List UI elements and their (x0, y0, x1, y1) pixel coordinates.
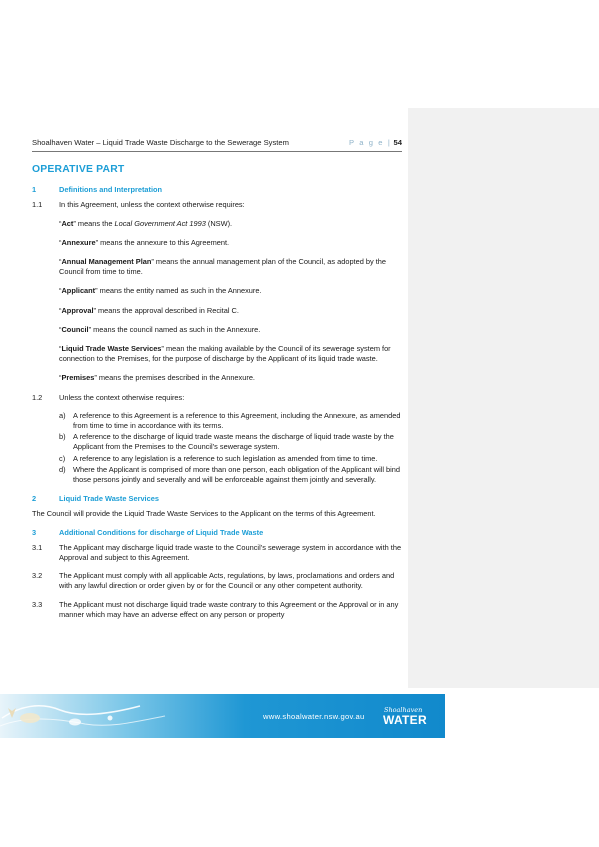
clause-text: The Applicant must not discharge liquid trade waste contrary to this Agreement or the Approval or in any manner which may have an adverse effect on any person or property (59, 599, 399, 619)
list-item: a) A reference to this Agreement is a reference to this Agreement, including the Annexure, as amended from time to time in accordance with its terms. (59, 410, 401, 431)
list-item: d) Where the Applicant is comprised of more than one person, each obligation of the Applicant will bind those persons jointly and severally and will be enforceable against them jointly and severally. (59, 464, 401, 485)
clause-3-3 (32, 600, 402, 620)
def-annexure: “Annexure” means the annexure to this Agreement. (59, 237, 230, 247)
clause-1-2 (32, 393, 402, 403)
clause-3-1 (32, 543, 402, 563)
heading-2 (32, 494, 402, 504)
logo-script: Shoalhaven (384, 706, 423, 714)
heading-text: Additional Conditions for discharge of Liquid Trade Waste (59, 527, 264, 537)
heading-number: 3 (32, 527, 37, 537)
clause-number: 3.2 (32, 571, 43, 581)
clause-text: The Applicant may discharge liquid trade waste to the Council’s sewerage system in accordance with the Approval and subject to this Agreement. (59, 542, 402, 563)
page-number: 54 (393, 138, 402, 147)
def-term: Annexure (61, 237, 96, 247)
page-footer (0, 688, 445, 738)
clause-number: 3.3 (32, 599, 43, 609)
def-term: Annual Management Plan (61, 257, 152, 267)
def-applicant: “Applicant” means the entity named as such in the Annexure. (59, 286, 262, 296)
def-council: “Council” means the council named as such in the Annexure. (59, 324, 261, 334)
heading-text: Liquid Trade Waste Services (59, 494, 159, 504)
clause-number: 3.1 (32, 542, 43, 552)
clause-text: Unless the context otherwise requires: (59, 392, 185, 402)
heading-number: 1 (32, 185, 37, 195)
def-term: Approval (61, 305, 94, 315)
footer-url: www.shoalwater.nsw.gov.au (263, 712, 365, 721)
logo-wordmark: WATER (383, 713, 427, 727)
def-liquid-trade-waste-services: “Liquid Trade Waste Services” mean the making available by the Council of its sewerage system for connection to the Premises, for the purpose of discharge by the Applicant of its liquid trade waste. (59, 344, 391, 364)
header-divider (32, 151, 402, 152)
paragraph: The Council will provide the Liquid Trade Waste Services to the Applicant on the terms of this Agreement. (32, 509, 376, 519)
list-item: c) A reference to any legislation is a reference to such legislation as amended from time to time. (59, 453, 378, 463)
comment-margin-panel (408, 108, 599, 688)
page-indicator (349, 138, 402, 147)
clause-text: The Applicant must comply with all applicable Acts, regulations, by laws, proclamations and orders and with any lawful direction or order given by or for the Council or any other competent authority. (59, 571, 395, 591)
def-term: Liquid Trade Waste Services (61, 344, 162, 354)
document-body (32, 162, 402, 628)
section-title: OPERATIVE PART (32, 164, 125, 175)
heading-number: 2 (32, 494, 37, 504)
clause-text: In this Agreement, unless the context otherwise requires: (59, 200, 245, 210)
page-header (32, 138, 402, 152)
def-term: Act (61, 218, 74, 228)
interpretation-list (59, 411, 402, 485)
clause-number: 1.1 (32, 200, 43, 210)
def-term: Applicant (61, 286, 96, 296)
list-item: b) A reference to the discharge of liquid trade waste means the discharge of liquid trade waste by the Applicant from the Premises to the Council’s sewerage system. (59, 432, 394, 452)
def-approval: “Approval” means the approval described in Recital C. (59, 305, 239, 315)
def-premises: “Premises” means the premises described in the Annexure. (59, 373, 255, 383)
def-term: Premises (61, 373, 95, 383)
heading-1 (32, 185, 402, 195)
def-annual-management-plan: “Annual Management Plan” means the annual management plan of the Council, as adopted by the Council from time to time. (59, 257, 387, 277)
heading-text: Definitions and Interpretation (59, 185, 163, 195)
clause-3-2 (32, 571, 402, 591)
def-act: “Act” means the Local Government Act 1993 (NSW). (59, 218, 233, 228)
act-name: Local Government Act 1993 (114, 218, 206, 228)
def-term: Council (61, 324, 89, 334)
clause-number: 1.2 (32, 392, 43, 402)
page-label: P a g e | (349, 138, 392, 147)
seashell-decoration-icon (0, 688, 170, 738)
heading-3 (32, 528, 402, 538)
clause-1-1 (32, 200, 402, 210)
header-title: Shoalhaven Water – Liquid Trade Waste Discharge to the Sewerage System (32, 138, 289, 147)
